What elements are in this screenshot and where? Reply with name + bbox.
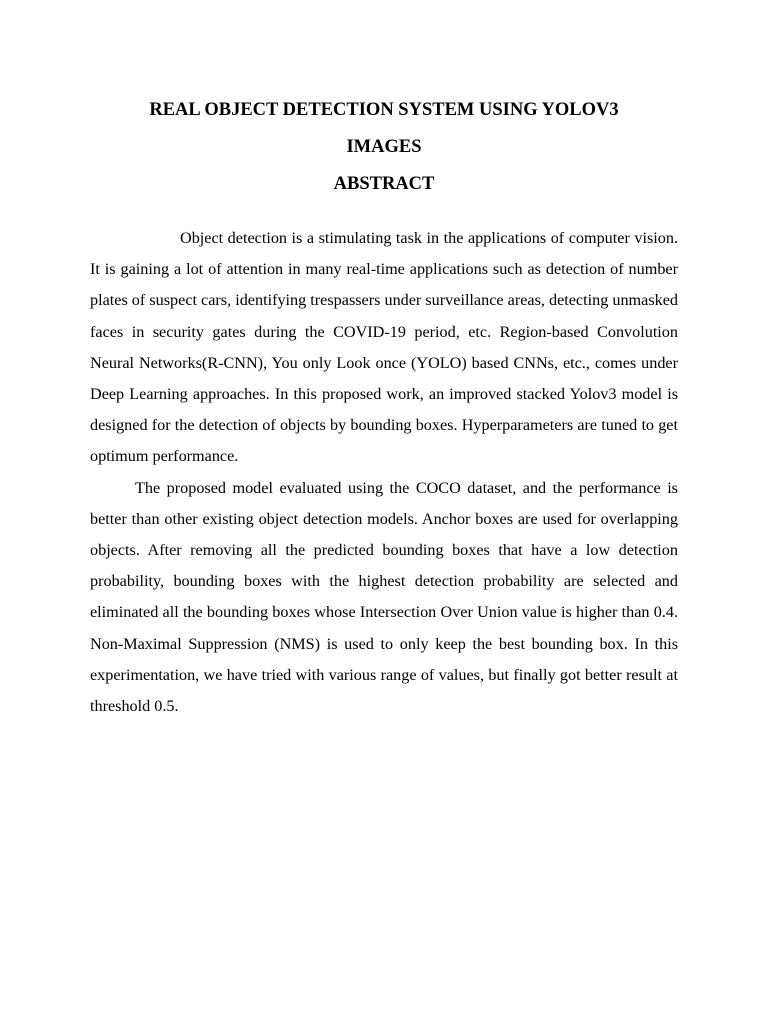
paper-title-line-2: IMAGES xyxy=(346,137,422,157)
paper-title-line-1: REAL OBJECT DETECTION SYSTEM USING YOLOV3 xyxy=(149,100,619,120)
abstract-body xyxy=(90,223,678,722)
title-block xyxy=(90,92,678,203)
abstract-paragraph-2: The proposed model evaluated using the COCO dataset, and the performance is better than other existing object detection models. Anchor boxes are used for overlapping objects. After removing all the predicted bounding boxes that have a low detection probability, bounding boxes with the highest detection probability are selected and eliminated all the bounding boxes whose Intersection Over Union value is higher than 0.4. Non-Maximal Suppression (NMS) is used to only keep the best bounding box. In this experimentation, we have tried with various range of values, but finally got better result at threshold 0.5. xyxy=(90,478,678,716)
abstract-paragraph-1: Object detection is a stimulating task in the applications of computer vision. It is gaining a lot of attention in many real-time applications such as detection of number plates of suspect cars, identifying trespassers under surveillance areas, detecting unmasked faces in security gates during the COVID-19 period, etc. Region-based Convolution Neural Networks(R-CNN), You only Look once (YOLO) based CNNs, etc., comes under Deep Learning approaches. In this proposed work, an improved stacked Yolov3 model is designed for the detection of objects by bounding boxes. Hyperparameters are tuned to get optimum performance. xyxy=(90,229,678,466)
abstract-heading: ABSTRACT xyxy=(333,174,435,194)
